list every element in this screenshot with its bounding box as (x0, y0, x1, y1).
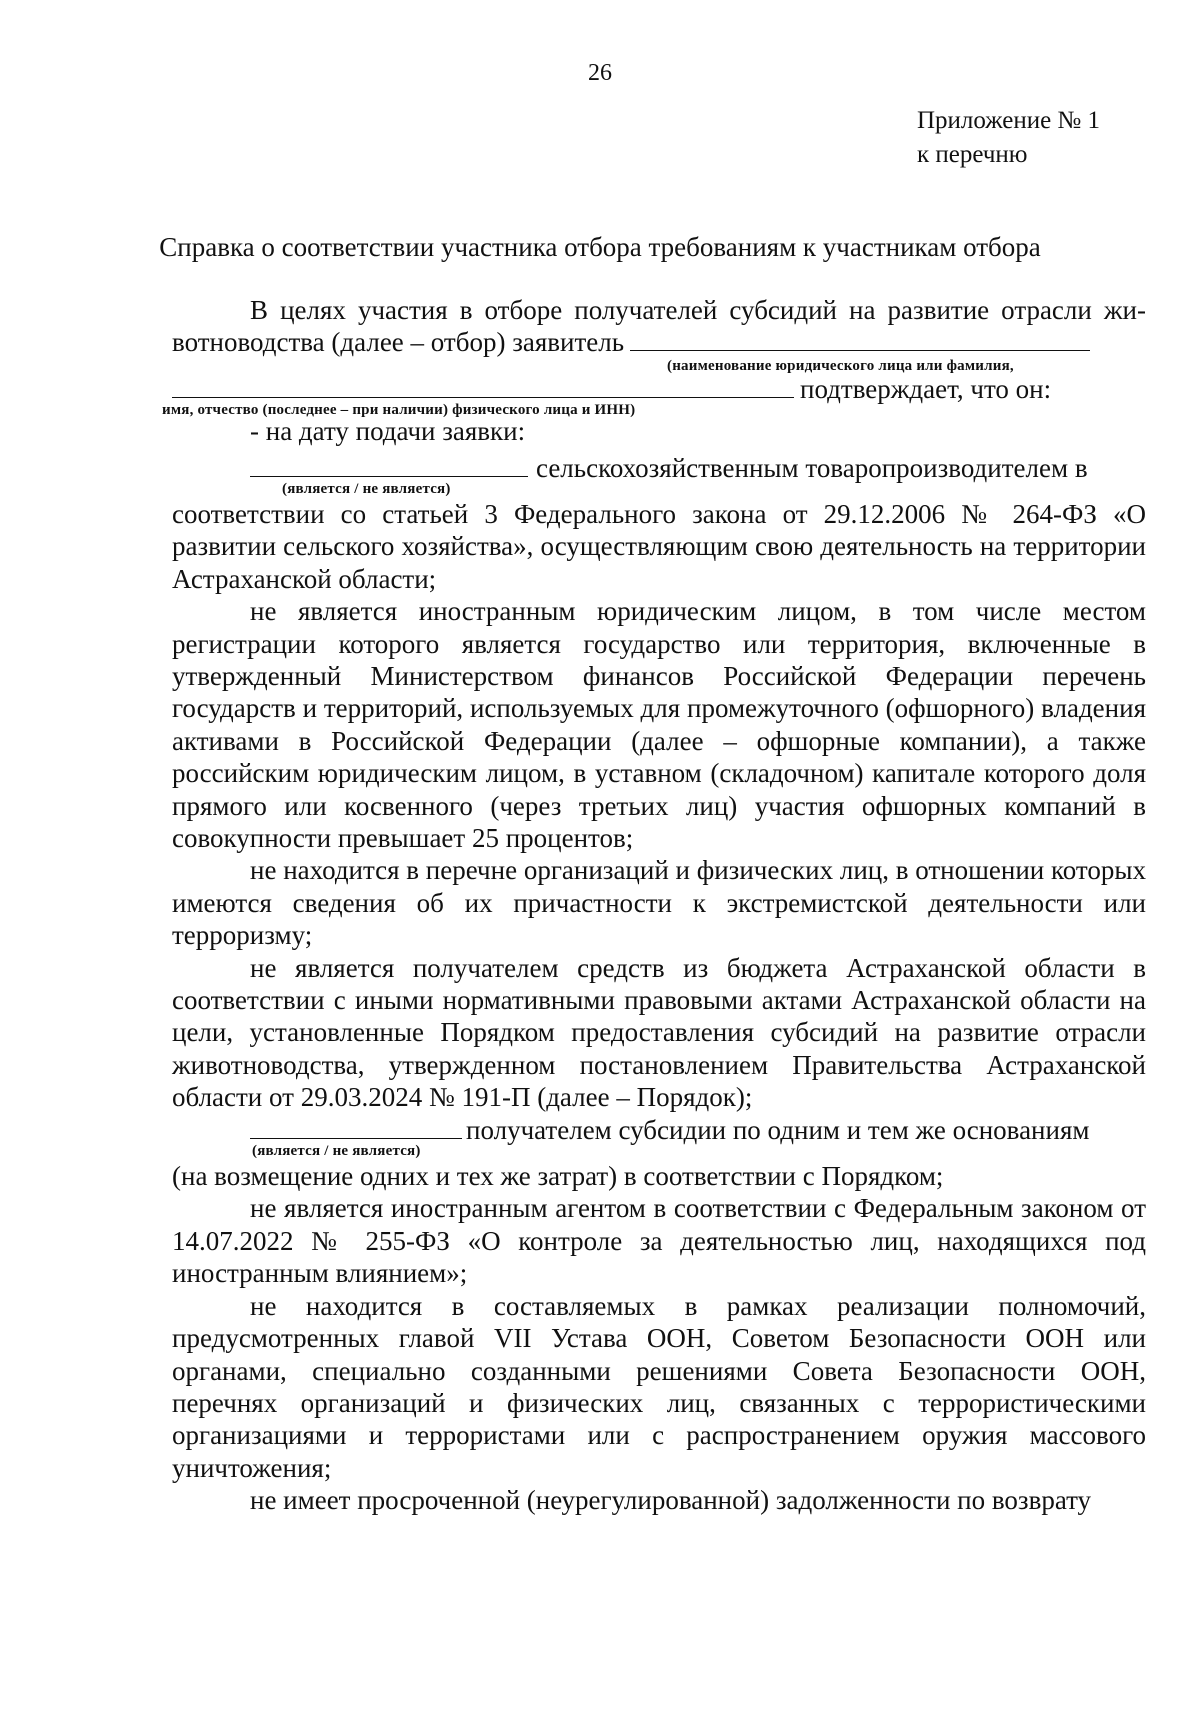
page-number: 26 (588, 60, 612, 86)
intro-line-2 (172, 326, 1146, 358)
paragraph-un-lists: не находится в составляемых в рамках реализации полномочий, предусмотренных главой VII Устава ООН, Советом Безопасности ООН или органами, специально созданными решениями Совета Безопасности ООН, перечнях организаций и физических лиц, связанных с террористическими организациями и террористами или с распространением оружия массового уничтожения; (172, 1290, 1146, 1483)
recipient-text: получателем субсидии по одним и тем же основаниям (466, 1114, 1090, 1145)
recipient-status-blank (250, 1116, 462, 1139)
document-body (162, 294, 1146, 1517)
appendix-line-2: к перечню (917, 141, 1028, 168)
appendix-line-1: Приложение № 1 (917, 107, 1101, 134)
intro-applicant-text: вотноводства (далее – отбор) заявитель (172, 327, 625, 358)
recipient-status-hint: (является / не является) (252, 1143, 421, 1160)
document-title: Справка о соответствии участника отбора требованиям к участникам отбора (159, 232, 1041, 262)
confirms-text: подтверждает, что он: (800, 373, 1052, 404)
intro-line-3 (172, 373, 1146, 405)
paragraph-foreign-agent: не является иностранным агентом в соответствии с Федеральным законом от 14.07.2022 № 255-ФЗ «О контроле за деятельностью лиц, находящихся под иностранным влиянием»; (172, 1193, 1146, 1289)
paragraph-extremism: не находится в перечне организаций и физических лиц, в отношении которых имеются сведения об их причастности к экстремистской деятельности или терроризму; (172, 855, 1146, 951)
paragraph-budget: не является получателем средств из бюджета Астраханской области в соответствии с иными нормативными правовыми актами Астраханской области на цели, установленные Порядком предоставления субсидий на развитие отрасли животноводства, утвержденном постановлением Правительства Астраханской области от 29.03.2024 № 191-П (далее – Порядок); (172, 952, 1146, 1113)
date-line: - на дату подачи заявки: (250, 416, 526, 447)
producer-text: сельскохозяйственным товаропроизводителем в (536, 452, 1088, 483)
applicant-details-hint: имя, отчество (последнее – при наличии) физического лица и ИНН) (162, 402, 636, 419)
recipient-continuation: (на возмещение одних и тех же затрат) в соответствии с Порядком; (172, 1161, 944, 1192)
recipient-line (172, 1114, 1146, 1146)
applicant-details-blank (172, 375, 794, 398)
applicant-name-blank (630, 328, 1090, 351)
intro-line-1: В целях участия в отборе получателей субсидий на развитие отрасли жи- (250, 295, 1146, 325)
producer-status-hint: (является / не является) (282, 480, 451, 497)
producer-status-blank (250, 454, 528, 477)
appendix-header (917, 104, 1100, 172)
producer-line (172, 452, 1146, 484)
paragraph-offshore: не является иностранным юридическим лицом, в том числе местом регистрации которого является государство или территория, включенные в утвержденный Министерством финансов Российской Федерации перечень государств и территорий, используемых для промежуточного (офшорного) владения активами в Российской Федерации (далее – офшорные компании), а также российским юридическим лицом, в уставном (складочном) капитале которого доля прямого или косвенного (через третьих лиц) участия офшорных компаний в совокупности превышает 25 процентов; (172, 596, 1146, 854)
paragraph-debt: не имеет просроченной (неурегулированной) задолженности по возврату (250, 1485, 1092, 1516)
applicant-name-hint: (наименование юридического лица или фамилия, (667, 357, 1014, 374)
producer-continuation: соответствии со статьей 3 Федерального закона от 29.12.2006 № 264-ФЗ «О развитии сельского хозяйства», осуществляющим свою деятельность на территории Астраханской области; (172, 498, 1146, 594)
